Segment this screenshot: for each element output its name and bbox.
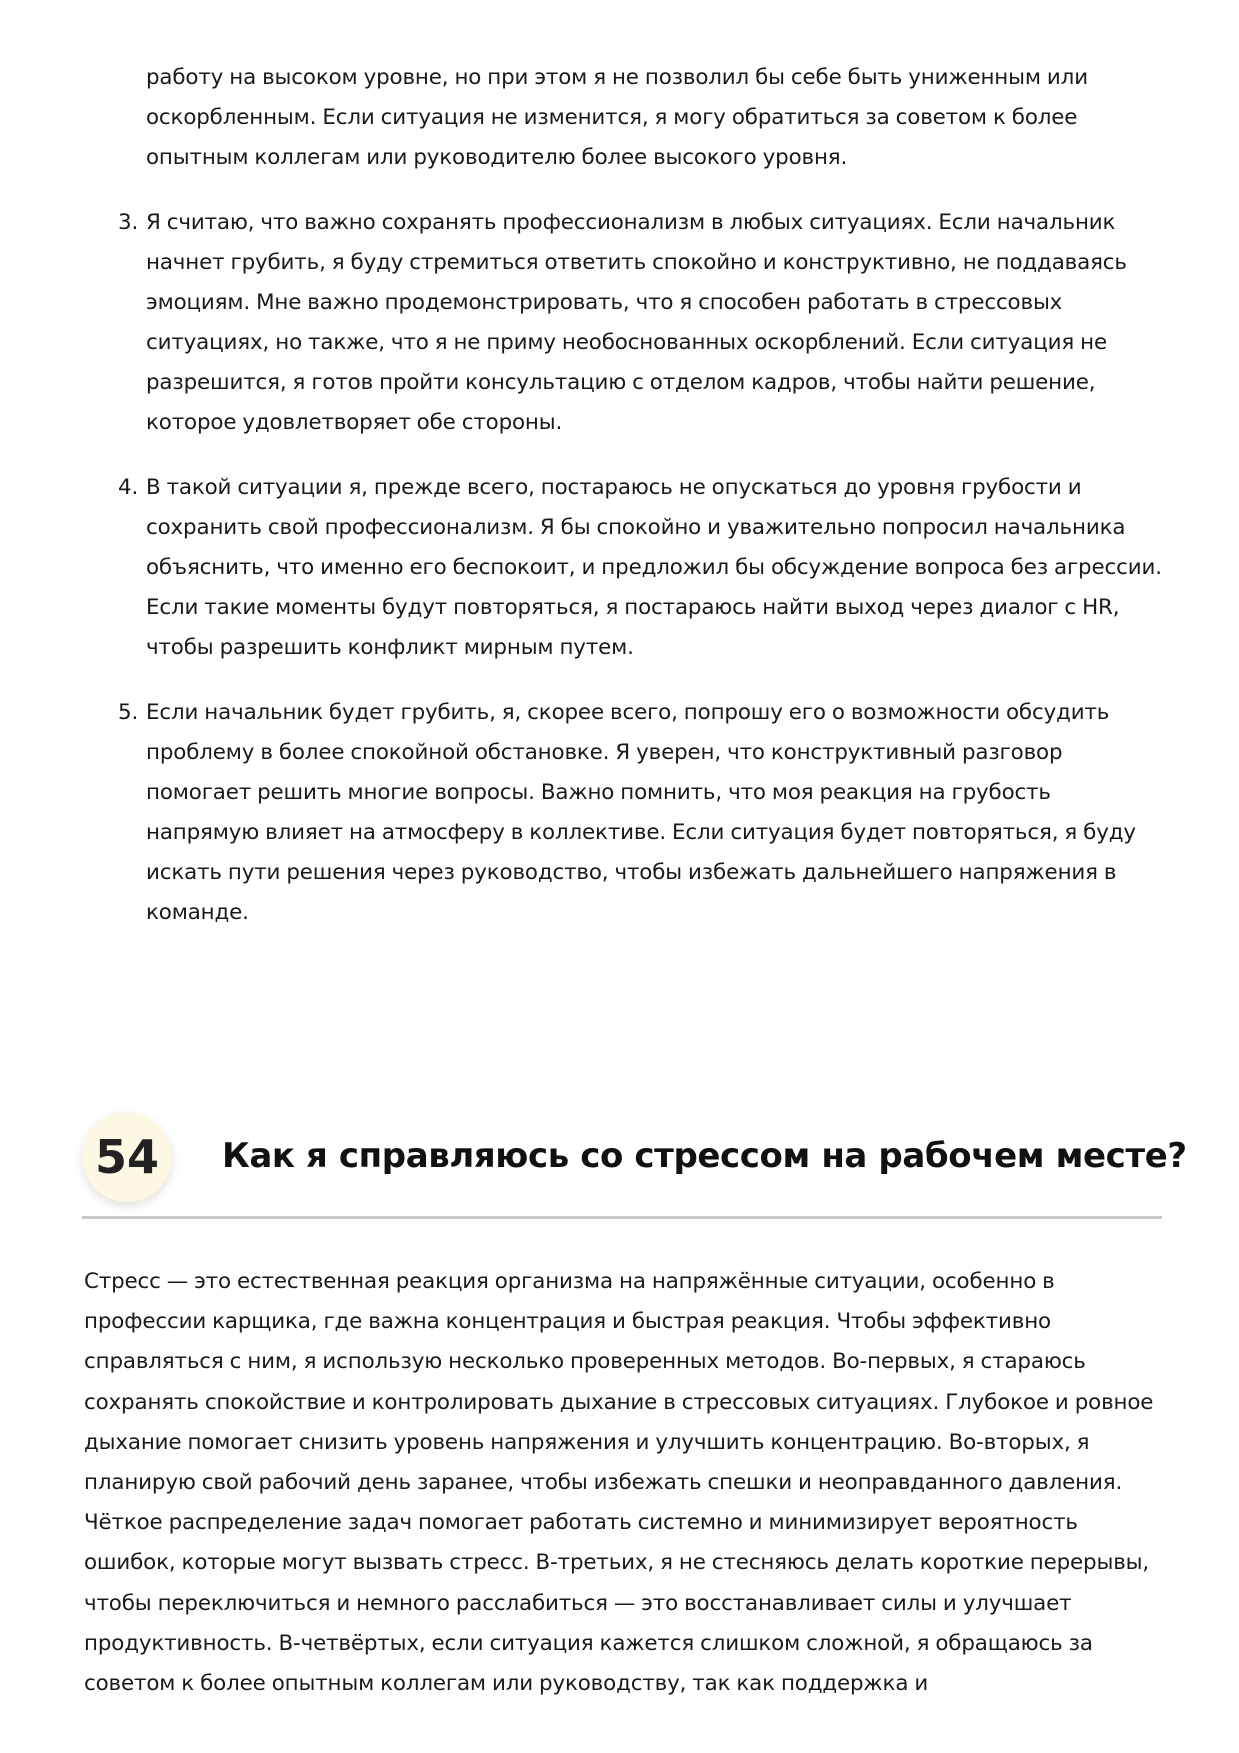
answer-number: 3. (118, 210, 139, 235)
answer-text: В такой ситуации я, прежде всего, постараюсь не опускаться до уровня грубости и сохранить свой профессионализм. Я бы спокойно и уважительно попросил начальника объяснить, что именно его беспокоит, и предложил бы обсуждение вопроса без агрессии. Если такие моменты будут повторяться, я постараюсь найти выход через диалог с HR, чтобы разрешить конфликт мирным путем. (146, 475, 1162, 660)
section-title: Как я справляюсь со стрессом на рабочем месте? (222, 1136, 1187, 1176)
answer-text: работу на высоком уровне, но при этом я не позволил бы себе быть униженным или оскорбленным. Если ситуация не изменится, я могу обратиться за советом к более опытным коллегам или руководителю более высокого уровня. (146, 65, 1088, 170)
section-header (82, 1112, 1187, 1218)
answer-text: Я считаю, что важно сохранять профессионализм в любых ситуациях. Если начальник начнет грубить, я буду стремиться ответить спокойно и конструктивно, не поддаваясь эмоциям. Мне важно продемонстрировать, что я способен работать в стрессовых ситуациях, но также, что я не приму необоснованных оскорблений. Если ситуация не разрешится, я готов пройти консультацию с отделом кадров, чтобы найти решение, которое удовлетворяет обе стороны. (146, 210, 1127, 435)
answer-number: 5. (118, 700, 139, 725)
section-number-badge: 54 (82, 1112, 172, 1202)
answer-item-2-continuation (84, 58, 1164, 178)
answer-text: Если начальник будет грубить, я, скорее всего, попрошу его о возможности обсудить проблему в более спокойной обстановке. Я уверен, что конструктивный разговор помогает решить многие вопросы. Важно помнить, что моя реакция на грубость напрямую влияет на атмосферу в коллективе. Если ситуация будет повторяться, я буду искать пути решения через руководство, чтобы избежать дальнейшего напряжения в команде. (146, 700, 1136, 925)
answer-item-5 (84, 693, 1164, 933)
section-body-paragraph: Стресс — это естественная реакция организма на напряжённые ситуации, особенно в профессии карщика, где важна концентрация и быстрая реакция. Чтобы эффективно справляться с ним, я использую несколько проверенных методов. Во-первых, я стараюсь сохранять спокойствие и контролировать дыхание в стрессовых ситуациях. Глубокое и ровное дыхание помогает снизить уровень напряжения и улучшить концентрацию. Во-вторых, я планирую свой рабочий день заранее, чтобы избежать спешки и неоправданного давления. Чёткое распределение задач помогает работать системно и минимизирует вероятность ошибок, которые могут вызвать стресс. В-третьих, я не стесняюсь делать короткие перерывы, чтобы переключиться и немного расслабиться — это восстанавливает силы и улучшает продуктивность. В-четвёртых, если ситуация кажется слишком сложной, я обращаюсь за советом к более опытным коллегам или руководству, так как поддержка и (84, 1269, 1154, 1697)
answer-item-4 (84, 468, 1164, 668)
answer-list (84, 58, 1164, 958)
answer-item-3 (84, 203, 1164, 443)
section-divider (82, 1216, 1162, 1219)
answer-number: 4. (118, 475, 139, 500)
